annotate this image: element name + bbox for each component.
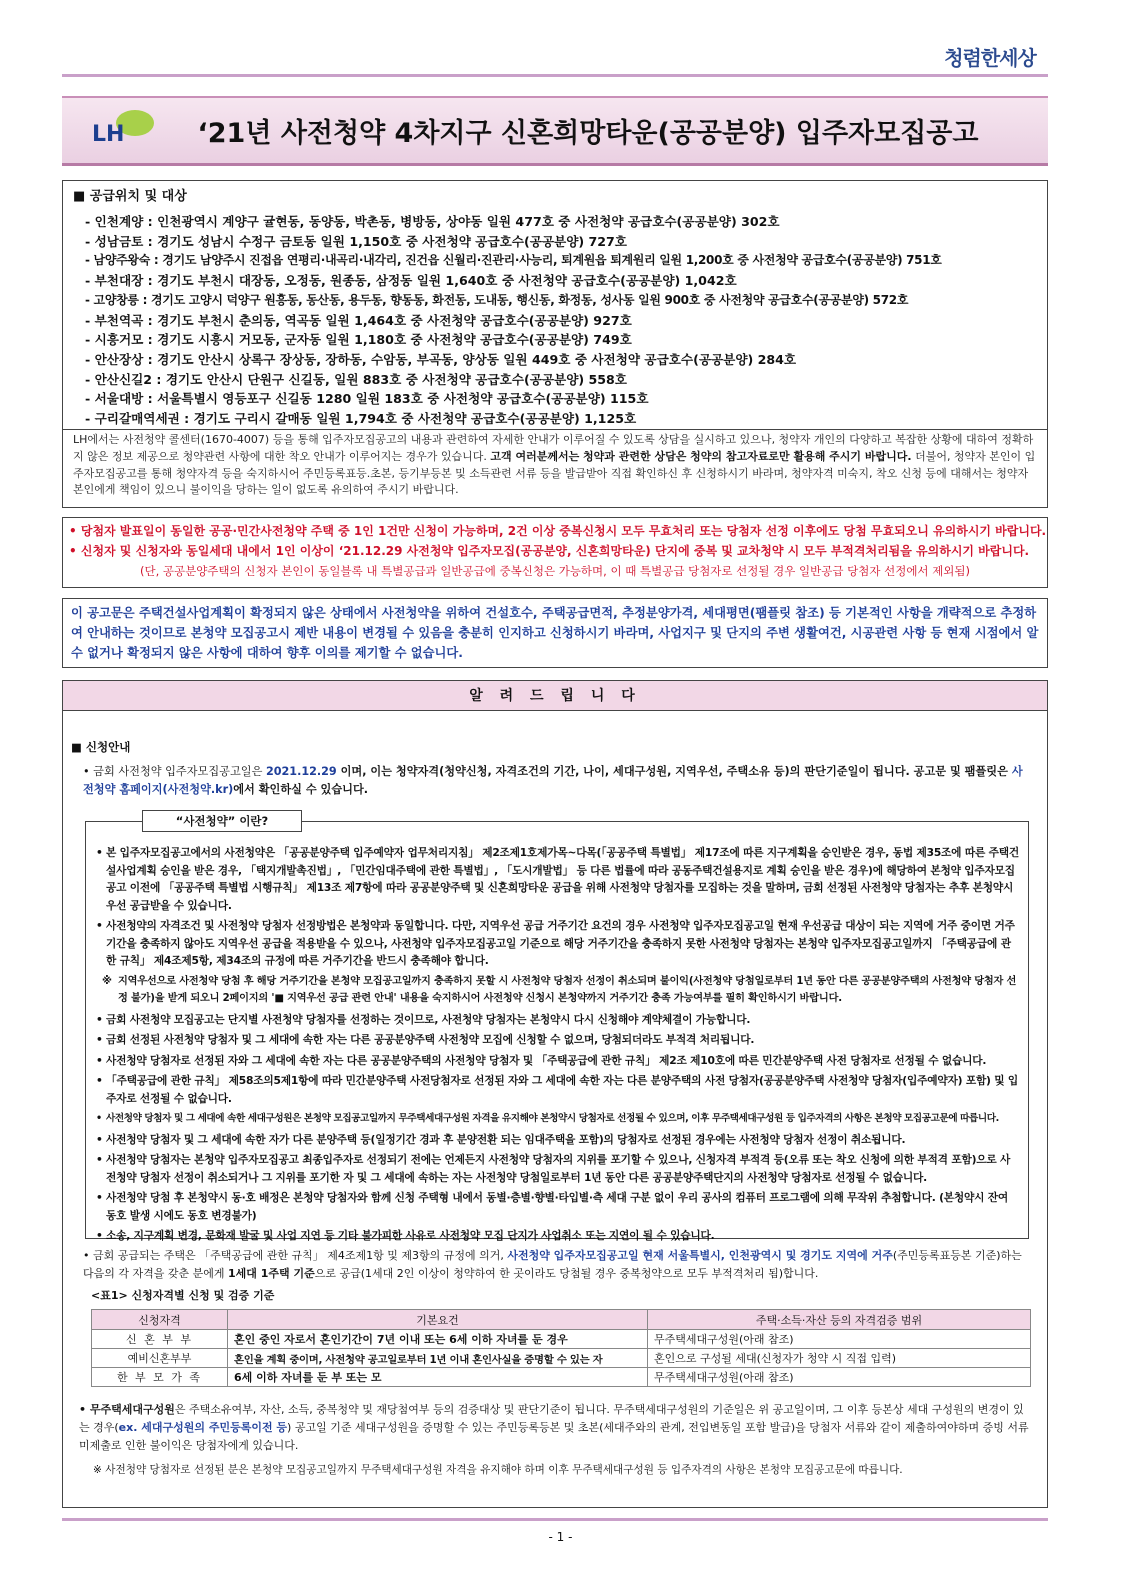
- table-row: [92, 1368, 1031, 1387]
- after-text: • 금회 공급되는 주택은 「주택공급에 관한 규칙」 제4조제1항 및 제3항의 규정에 의거,: [83, 1249, 508, 1262]
- supply-item: - 고양창릉 : 경기도 고양시 덕양구 원흥동, 동산동, 용두동, 향동동, 화전동, 도내동, 행신동, 화정동, 성사동 일원 900호 중 사전청약 공급호수(공공분양) 572호: [85, 292, 909, 307]
- red-notice-sub: (단, 공공분양주택의 신청자 본인이 동일블록 내 특별공급과 일반공급에 중복신청은 가능하며, 이 때 특별공급 당첨자로 선정될 경우 일반공급 당첨자 선정에서 제외됨): [139, 564, 971, 578]
- red-notice: • 당첨자 발표일이 동일한 공공·민간사전청약 주택 중 1인 1건만 신청이 가능하며, 2건 이상 중복신청시 모두 무효처리 또는 당첨자 선정 이후에도 당첨 무효되오니 유의하시기 바랍니다.: [69, 524, 1047, 538]
- announcement-date: 2021.12.29: [265, 765, 337, 778]
- intro-text: 에서 확인하실 수 있습니다.: [233, 783, 369, 796]
- after-text: 으로 공급(1세대 2인 이상이 청약하여 한 곳이라도 당첨될 경우 중복청약으로 모두 부적격처리 됨)합니다.: [314, 1267, 819, 1280]
- household-member-note: ※ 사전청약 당첨자로 선정된 분은 본청약 모집공고일까지 무주택세대구성원 자격을 유지해야 하며 이후 무주택세대구성원 등 입주자격의 사항은 본청약 모집공고문에 따릅니다.: [93, 1464, 903, 1476]
- residence-requirement-paragraph: [83, 1247, 1033, 1283]
- red-notice: • 신청자 및 신청자와 동일세대 내에서 1인 이상이 ‘21.12.29 사전청약 입주자모집(공공분양, 신혼희망타운) 단지에 중복 및 교차청약 시 모두 부적격처리됨을 유의하시기 바랍니다.: [69, 544, 1030, 558]
- warning-tail: 더불어, 청약자 본인이 입주자모집공고를 통해 청약자격 등을 숙지하시어 주민등록표등.초본, 등기부등본 및 소득관련 서류 등을 발급받아 직접 확인하신 후 신청하시기 바라며, 청약자격 미숙지, 착오 신청 등에 대해서는 청약자 본인에게 책임이 있으니 불이익을 당하는 일이 없도록 유의하여 주시기 바랍니다.: [73, 449, 1036, 497]
- definition-label: “사전청약” 이란?: [142, 810, 302, 832]
- table-header: 주택·소득·자산 등의 자격검증 범위: [648, 1310, 1031, 1330]
- table-cell: 혼인을 계획 중이며, 사전청약 공고일로부터 1년 이내 혼인사실을 증명할 수 있는 자: [228, 1349, 648, 1368]
- definition-item: • 소송, 지구계획 변경, 문화재 발굴 및 사업 지연 등 기타 불가피한 사유로 사전청약 모집 단지가 사업취소 또는 지연이 될 수 있습니다.: [96, 1227, 1020, 1245]
- supply-item: - 부천대장 : 경기도 부천시 대장동, 오정동, 원종동, 삼정동 일원 1,640호 중 사전청약 공급호수(공공분양) 1,042호: [85, 273, 737, 289]
- definition-note: ※ 지역우선으로 사전청약 당첨 후 해당 거주기간을 본청약 모집공고일까지 충족하지 못할 시 사전청약 당첨자 선정이 취소되며 불이익(사전청약 당첨일로부터 1년 동안 다른 공공분양주택의 사전청약 당첨자 선정 불가)을 받게 되오니 2페이지의 '■ 지역우선 공급 관련 안내' 내용을 숙지하시어 사전청약 신청시 본청약까지 거주기간 충족 가능여부를 필히 확인하시기 바랍니다.: [96, 973, 1020, 1008]
- table-cell: 무주택세대구성원(아래 참조): [648, 1368, 1031, 1387]
- table-cell: 혼인으로 구성될 세대(신청자가 청약 시 직접 입력): [648, 1349, 1031, 1368]
- supply-heading: ■ 공급위치 및 대상: [73, 189, 187, 204]
- table-header-row: [92, 1310, 1031, 1330]
- supply-item: - 시흥거모 : 경기도 시흥시 거모동, 군자동 일원 1,180호 중 사전청약 공급호수(공공분양) 749호: [85, 332, 632, 348]
- supply-item: - 구리갈매역세권 : 경기도 구리시 갈매동 일원 1,794호 중 사전청약 공급호수(공공분양) 1,125호: [85, 411, 637, 427]
- intro-text: • 금회 사전청약 입주자모집공고일은: [83, 765, 266, 778]
- title-banner: [62, 96, 1048, 166]
- pre-subscription-definition-box: [85, 814, 1029, 1242]
- household-member-paragraph: [79, 1401, 1034, 1455]
- last-highlight: ex. 세대구성원의 주민등록이전 등: [118, 1421, 288, 1434]
- supply-item: - 안산장상 : 경기도 안산시 상록구 장상동, 장하동, 수암동, 부곡동, 양상동 일원 449호 중 사전청약 공급호수(공공분양) 284호: [85, 351, 797, 367]
- intro-text: 이며, 이는 청약자격(청약신청, 자격조건의 기간, 나이, 세대구성원, 지역우선, 주택소유 등)의 판단기준일이 됩니다.: [336, 765, 914, 778]
- supply-item: - 서울대방 : 서울특별시 영등포구 신길동 1280 일원 183호 중 사전청약 공급호수(공공분양) 115호: [85, 391, 649, 407]
- table-row: [92, 1349, 1031, 1368]
- table-row: [92, 1330, 1031, 1349]
- supply-list: [73, 212, 1037, 429]
- definition-item: • 금회 선정된 사전청약 당첨자 및 그 세대에 속한 자는 다른 공공분양주택 사전청약 모집에 신청할 수 없으며, 당첨되더라도 부적격 처리됩니다.: [96, 1031, 1020, 1049]
- supply-item: - 성남금토 : 경기도 성남시 수정구 금토동 일원 1,150호 중 사전청약 공급호수(공공분양) 727호: [85, 233, 627, 249]
- definition-item: • 사전청약 당첨자 및 그 세대에 속한 세대구성원은 본청약 모집공고일까지 무주택세대구성원 자격을 유지해야 본청약시 당첨자로 선정될 수 있으며, 이후 무주택세대구성원 등 입주자격의 사항은 본청약 모집공고문에 따릅니다.: [96, 1110, 1020, 1128]
- notice-heading: 알 려 드 립 니 다: [63, 681, 1047, 711]
- eligibility-table: [91, 1309, 1031, 1387]
- supply-item: - 인천계양 : 인천광역시 계양구 귤현동, 동양동, 박촌동, 병방동, 상야동 일원 477호 중 사전청약 공급호수(공공분양) 302호: [85, 214, 780, 229]
- top-divider: [62, 74, 1048, 77]
- after-bold: 1세대 1주택 기준: [228, 1267, 315, 1280]
- table-caption: <표1> 신청자격별 신청 및 검증 기준: [91, 1289, 275, 1302]
- definition-item: • 사전청약 당첨자는 본청약 입주자모집공고 최종입주자로 선정되기 전에는 언제든지 사전청약 당첨자의 지위를 포기할 수 있으나, 신청자격 부적격 등(오류 또는 착오 신청에 의한 부적격 포함)으로 사전청약 당첨자 선정이 취소되거나 그 지위를 포기한 자 및 그 세대에 속하는 자는 사전청약 당첨일로부터 1년 동안 다른 공공분양주택단지의 사전청약 당첨자로 선정될 수 없습니다.: [96, 1151, 1020, 1186]
- announcement-date-paragraph: [83, 763, 1033, 799]
- table-cell: 예비신혼부부: [92, 1349, 228, 1368]
- page-title: ‘21년 사전청약 4차지구 신혼희망타운(공공분양) 입주자모집공고: [197, 118, 979, 149]
- slogan-logo: 청렴한세상: [944, 45, 1036, 70]
- last-bold: • 무주택세대구성원: [79, 1403, 175, 1416]
- bottom-divider: [62, 1518, 1048, 1521]
- definition-item: • 「주택공급에 관한 규칙」 제58조의5제1항에 따라 민간분양주택 사전당첨자로 선정된 자와 그 세대에 속한 자는 다른 분양주택의 사전 당첨자(공공분양주택 사전청약 당첨자(입주예약자) 포함) 및 입주자로 선정될 수 없습니다.: [96, 1072, 1020, 1107]
- supply-location-box: [62, 180, 1048, 430]
- table-cell: 혼인 중인 자로서 혼인기간이 7년 이내 또는 6세 이하 자녀를 둔 경우: [228, 1330, 648, 1349]
- definition-list: [96, 844, 1020, 1245]
- lh-logo: [88, 108, 158, 154]
- application-guide-heading: ■ 신청안내: [71, 740, 131, 754]
- intro-text: 공고문 및 팸플릿은: [913, 765, 1012, 778]
- page-number: - 1 -: [548, 1530, 573, 1544]
- estimate-disclaimer: 이 공고문은 주택건설사업계획이 확정되지 않은 상태에서 사전청약을 위하여 건설호수, 주택공급면적, 추정분양가격, 세대평면(팸플릿 참조) 등 기본적인 사항을 개략적으로 추정하여 안내하는 것이므로 본청약 모집공고시 제반 내용이 변경될 수 있음을 충분히 인지하고 신청하시기 바라며, 사업지구 및 단지의 주변 생활여건, 시공관련 사항 등 현재 시점에서 알 수 없거나 확정되지 않은 사항에 대하여 향후 이의를 제기할 수 없습니다.: [62, 598, 1048, 668]
- supply-item: - 남양주왕숙 : 경기도 남양주시 진접읍 연평리·내곡리·내각리, 진건읍 신월리·진관리·사능리, 퇴계원읍 퇴계원리 일원 1,200호 중 사전청약 공급호수(공공분양) 751호: [85, 253, 942, 268]
- homepage-link[interactable]: 사전청약 홈페이지(사전청약.kr): [83, 765, 1023, 796]
- table-cell: 무주택세대구성원(아래 참조): [648, 1330, 1031, 1349]
- table-header: 기본요건: [228, 1310, 648, 1330]
- table-cell: 한 부 모 가 족: [92, 1368, 228, 1387]
- supply-item: - 부천역곡 : 경기도 부천시 춘의동, 역곡동 일원 1,464호 중 사전청약 공급호수(공공분양) 927호: [85, 312, 632, 328]
- warning-bold: 고객 여러분께서는 청약과 관련한 상담은 청약의 참고자료로만 활용해 주시기 바랍니다.: [490, 449, 912, 463]
- table-cell: 신 혼 부 부: [92, 1330, 228, 1349]
- consultation-warning: [62, 430, 1048, 508]
- definition-item: • 사전청약 당첨 후 본청약시 동·호 배정은 본청약 당첨자와 함께 신청 주택형 내에서 동별·층별·향별·타입별·측 세대 구분 없이 우리 공사의 컴퓨터 프로그램에 의해 무작위 추첨합니다. (본청약시 잔여 동호 발생 시에도 동호 변경불가): [96, 1189, 1020, 1224]
- notice-section: [62, 680, 1048, 1508]
- table-header: 신청자격: [92, 1310, 228, 1330]
- lh-logo-text: LH: [92, 121, 125, 147]
- last-text: 은 주택소유여부, 자산, 소득, 중복청약 및 재당첨여부 등의 검증대상 및 판단기준이 됩니다. 무주택세대구성원의 기준일은 위 공고일이며, 그 이후 등본상 세대 구성원의 변경이 있는 경우(: [79, 1403, 1024, 1434]
- definition-item: • 사전청약 당첨자로 선정된 자와 그 세대에 속한 자는 다른 공공분양주택의 사전청약 당첨자 및 「주택공급에 관한 규칙」 제2조 제10호에 따른 민간분양주택 사전 당첨자로 선정될 수 없습니다.: [96, 1052, 1020, 1070]
- definition-item: • 금회 사전청약 모집공고는 단지별 사전청약 당첨자를 선정하는 것이므로, 사전청약 당첨자는 본청약시 다시 신청해야 계약체결이 가능합니다.: [96, 1011, 1020, 1029]
- last-text: ) 공고일 기준 세대구성원을 증명할 수 있는 주민등록등본 및 초본(세대주와의 관계, 전입변동일 포함 발급)을 당첨자 서류와 같이 제출하여야하며 증빙 서류 미제출로 인한 불이익은 당첨자에게 있습니다.: [79, 1421, 1029, 1452]
- after-highlight: 사전청약 입주자모집공고일 현재 서울특별시, 인천광역시 및 경기도 지역에 거주: [507, 1249, 893, 1262]
- definition-item: • 본 입주자모집공고에서의 사전청약은 「공공분양주택 입주예약자 업무처리지침」 제2조제1호제가목~다목(「공공주택 특별법」 제17조에 따른 지구계획을 승인받은 경우, 동법 제35조에 따른 주택건설사업계획 승인을 받은 경우, 「택지개발촉진법」, 「민간임대주택에 관한 특별법」, 「도시개발법」 등 다른 법률에 따라 공동주택건설용지로 계획 승인을 받은 경우)에 해당하여 본청약 입주자모집공고 이전에 「공공주택 특별법 시행규칙」 제13조 제7항에 따라 공공분양주택 및 신혼희망타운 공급을 위해 사전청약 당첨자를 모집하는 것을 말하며, 금회 선정된 사전청약 당첨자는 추후 본청약시 우선 공급받을 수 있습니다.: [96, 844, 1020, 914]
- after-text: (주민등록표등본 기준)하는 다음의 각 자격을 갖춘 분에게: [83, 1249, 1022, 1280]
- supply-item: - 안산신길2 : 경기도 안산시 단원구 신길동, 일원 883호 중 사전청약 공급호수(공공분양) 558호: [85, 371, 627, 387]
- definition-item: • 사전청약 당첨자 및 그 세대에 속한 자가 다른 분양주택 등(일정기간 경과 후 분양전환 되는 임대주택을 포함)의 당첨자로 선정된 경우에는 사전청약 당첨자 선정이 취소됩니다.: [96, 1131, 1020, 1149]
- table-cell: 6세 이하 자녀를 둔 부 또는 모: [228, 1368, 648, 1387]
- warning-text: LH에서는 사전청약 콜센터(1670-4007) 등을 통해 입주자모집공고의 내용과 관련하여 자세한 안내가 이루어질 수 있도록 상담을 실시하고 있으나, 청약자 개인의 다양하고 복잡한 상황에 대하여 정확하지 않은 정보 제공으로 청약관련 사항에 대한 착오 안내가 이루어지는 경우가 있습니다.: [73, 433, 1034, 463]
- duplicate-application-warning: [62, 517, 1048, 588]
- definition-item: • 사전청약의 자격조건 및 사전청약 당첨자 선정방법은 본청약과 동일합니다. 다만, 지역우선 공급 거주기간 요건의 경우 사전청약 입주자모집공고일 현재 우선공급 대상이 되는 지역에 거주 중이면 거주기간을 충족하지 않아도 지역우선 공급을 적용받을 수 있으나, 사전청약 입주자모집공고일 기준으로 해당 거주기간을 충족하지 못한 사전청약 당첨자는 본청약 입주자모집공고일까지 「주택공급에 관한 규칙」 제4조제5항, 제34조의 규정에 따른 거주기간을 반드시 충족해야 합니다.: [96, 917, 1020, 970]
